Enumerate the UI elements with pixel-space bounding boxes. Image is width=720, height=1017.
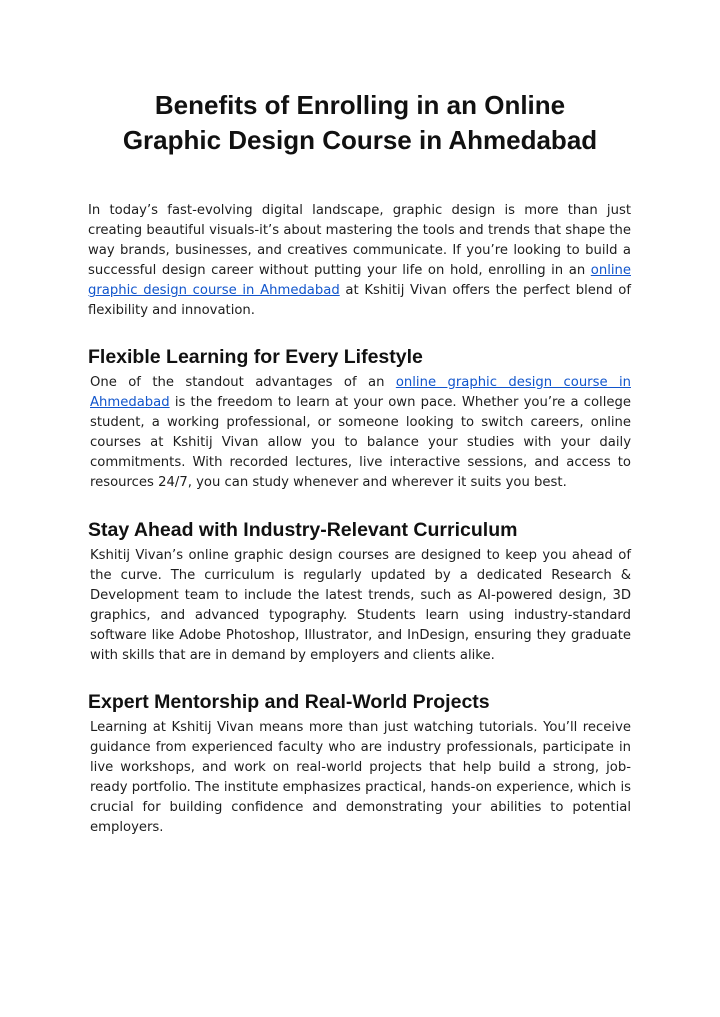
intro-text-end: at Kshitij Vivan offers the perfect blend of flexibility and innovation. xyxy=(88,283,631,319)
page-title xyxy=(60,88,660,158)
page-title-line-2: Graphic Design Course in Ahmedabad xyxy=(122,125,598,155)
section-heading-flexible-learning: Flexible Learning for Every Lifestyle xyxy=(88,346,423,368)
section-body-mentorship: Learning at Kshitij Vivan means more than just watching tutorials. You’ll receive guidance from experienced faculty who are industry professionals, participate in live workshops, and work on real-world projects that help build a strong, job-ready portfolio. The institute emphasizes practical, hands-on experience, which is crucial for building confidence and demonstrating your abilities to potential employers. xyxy=(90,720,631,836)
section-body-flexible-learning xyxy=(90,373,631,494)
section-body-curriculum: Kshitij Vivan’s online graphic design courses are designed to keep you ahead of the curve. The curriculum is regularly updated by a dedicated Research & Development team to include the latest trends, such as AI-powered design, 3D graphics, and advanced typography. Students learn using industry-standard software like Adobe Photoshop, Illustrator, and InDesign, ensuring they graduate with skills that are in demand by employers and clients alike. xyxy=(90,548,631,664)
flexible-course-link[interactable]: online graphic design course in Ahmedabad xyxy=(90,375,631,411)
flexible-text-end: is the freedom to learn at your own pace. Whether you’re a college student, a working professional, or someone looking to switch careers, online courses at Kshitij Vivan allow you to balance your studies with your daily commitments. With recorded lectures, live interactive sessions, and access to resources 24/7, you can study whenever and wherever it suits you best. xyxy=(90,395,631,491)
section-heading-mentorship: Expert Mentorship and Real-World Projects xyxy=(88,691,490,713)
intro-course-link[interactable]: online graphic design course in Ahmedabad xyxy=(88,263,631,299)
section-heading-curriculum: Stay Ahead with Industry-Relevant Curriculum xyxy=(88,519,518,541)
page-title-line-1: Benefits of Enrolling in an Online xyxy=(154,90,566,120)
intro-paragraph xyxy=(88,201,631,322)
flexible-text-start: One of the standout advantages of an xyxy=(90,375,396,390)
intro-text-start: In today’s fast-evolving digital landscape, graphic design is more than just creating beautiful visuals-it’s about mastering the tools and trends that shape the way brands, businesses, and creatives communicate. If you’re looking to build a successful design career without putting your life on hold, enrolling in an xyxy=(88,203,631,279)
